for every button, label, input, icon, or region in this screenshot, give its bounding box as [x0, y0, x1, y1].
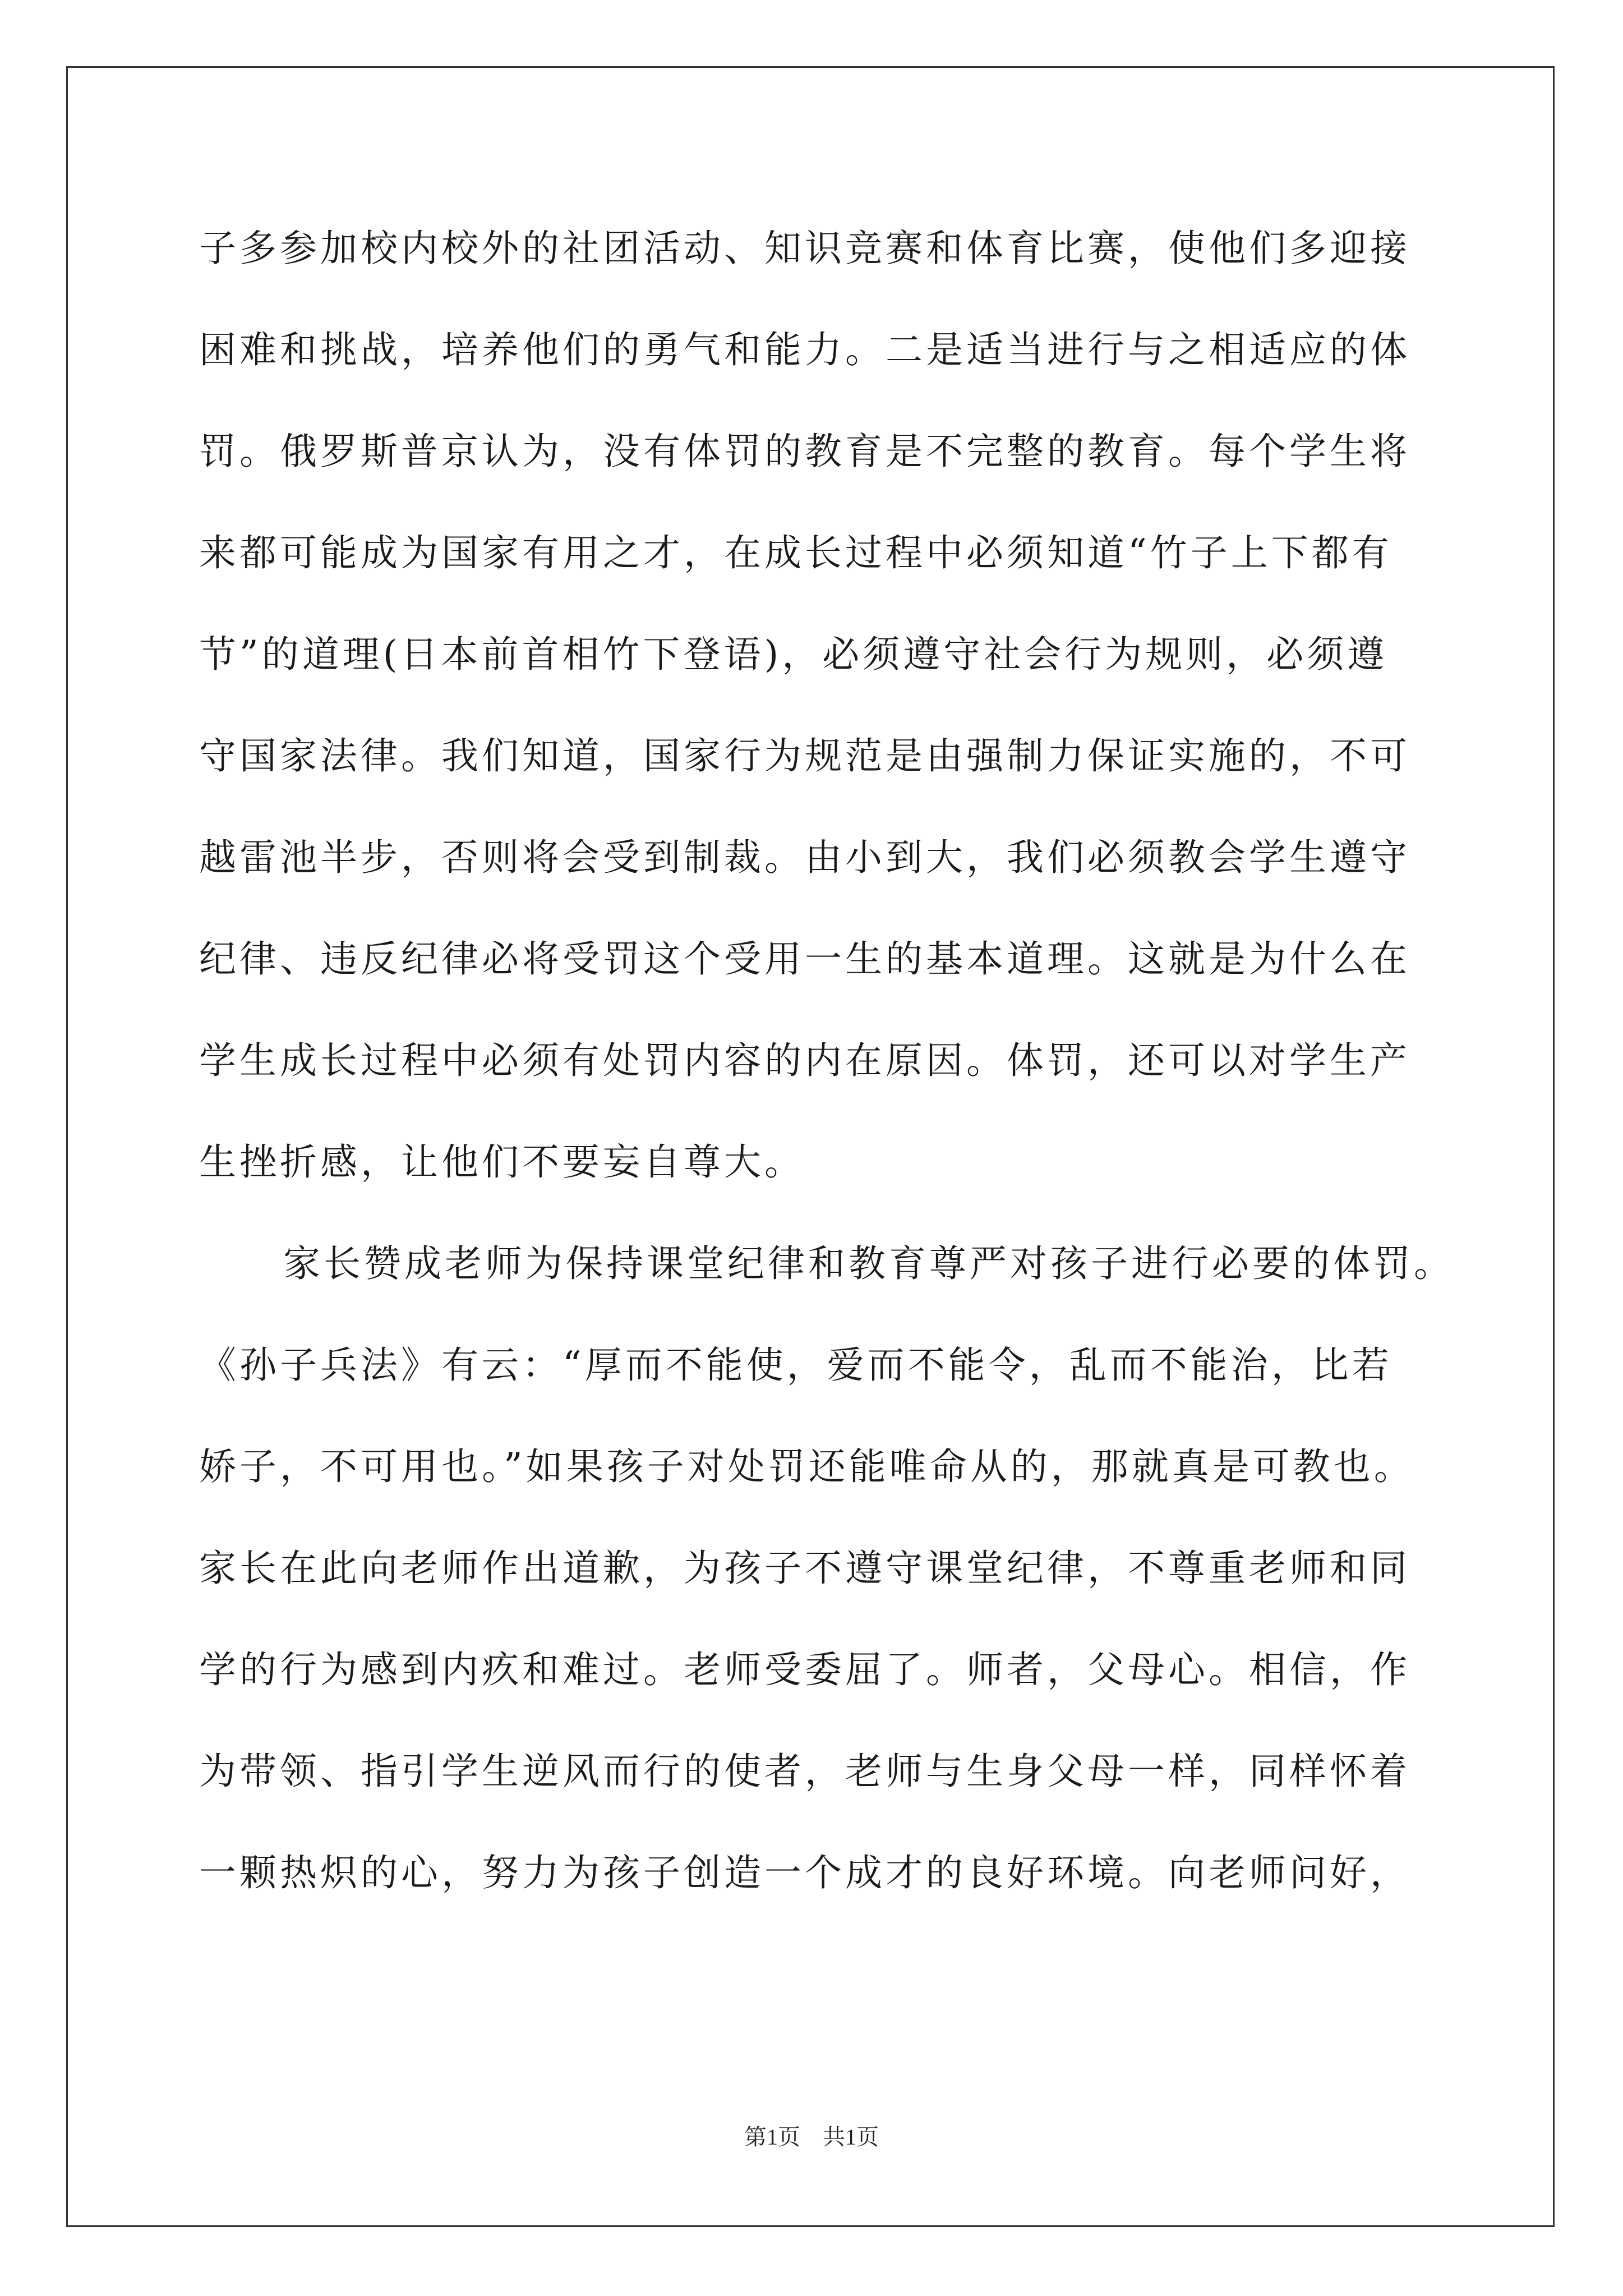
paragraph-first-line: 家长赞成老师为保持课堂纪律和教育尊严对孩子进行必要的体罚。 [283, 1242, 1454, 1285]
text-line: 一颗热炽的心，努力为孩子创造一个成才的良好环境。向老师问好， [199, 1851, 1410, 1894]
text-line: 守国家法律。我们知道，国家行为规范是由强制力保证实施的，不可 [199, 734, 1410, 777]
text-line: 困难和挑战，培养他们的勇气和能力。二是适当进行与之相适应的体 [199, 328, 1410, 371]
text-line: 《孙子兵法》有云：“厚而不能使，爱而不能令，乱而不能治，比若 [199, 1343, 1393, 1387]
text-line: 家长在此向老师作出道歉，为孩子不遵守课堂纪律，不尊重老师和同 [199, 1547, 1410, 1590]
text-line: 生挫折感，让他们不要妄自尊大。 [199, 1140, 805, 1184]
text-line: 来都可能成为国家有用之才，在成长过程中必须知道“竹子上下都有 [199, 531, 1393, 574]
text-line: 罚。俄罗斯普京认为，没有体罚的教育是不完整的教育。每个学生将 [199, 430, 1410, 473]
text-line: 越雷池半步，否则将会受到制裁。由小到大，我们必须教会学生遵守 [199, 836, 1410, 879]
text-line: 学的行为感到内疚和难过。老师受委屈了。师者，父母心。相信，作 [199, 1648, 1410, 1691]
text-line: 节”的道理(日本前首相竹下登语)，必须遵守社会行为规则，必须遵 [199, 633, 1388, 676]
text-line: 子多参加校内校外的社团活动、知识竞赛和体育比赛，使他们多迎接 [199, 227, 1410, 270]
page-number-footer: 第1页 共1页 [744, 2124, 879, 2150]
text-line: 纪律、违反纪律必将受罚这个受用一生的基本道理。这就是为什么在 [199, 937, 1410, 981]
text-line: 为带领、指引学生逆风而行的使者，老师与生身父母一样，同样怀着 [199, 1750, 1410, 1793]
text-line: 学生成长过程中必须有处罚内容的内在原因。体罚，还可以对学生产 [199, 1039, 1410, 1082]
text-line: 娇子，不可用也。”如果孩子对处罚还能唯命从的，那就真是可教也。 [199, 1445, 1414, 1488]
